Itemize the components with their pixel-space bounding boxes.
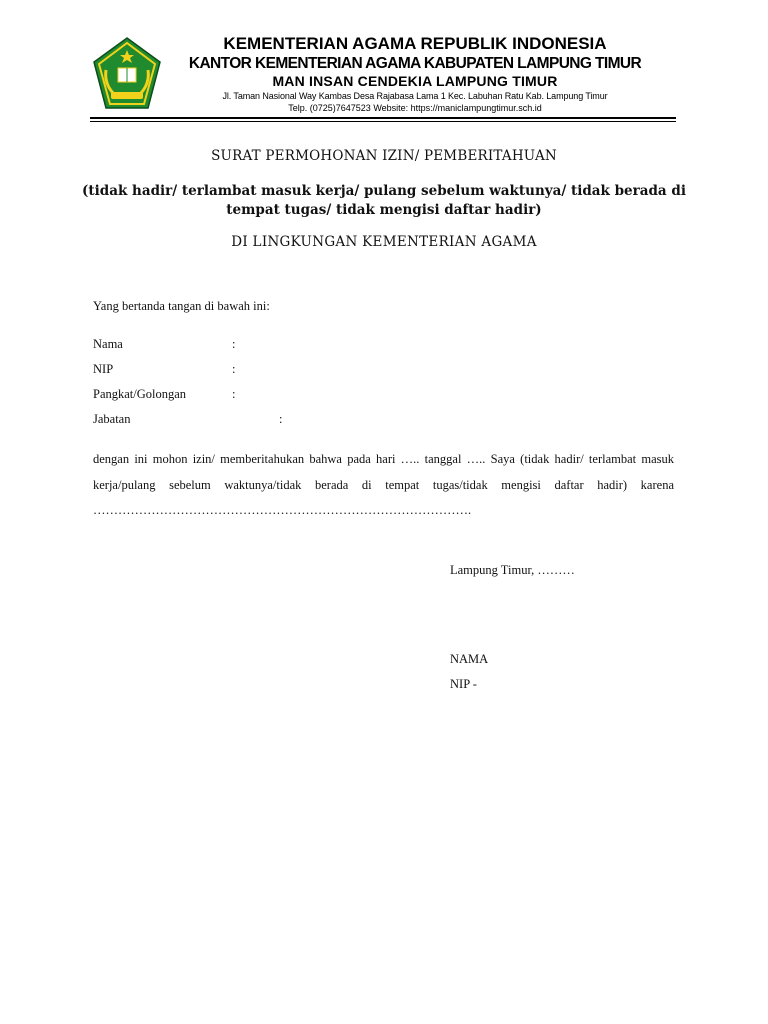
field-label-nip: NIP [93, 362, 114, 376]
header-school: MAN INSAN CENDEKIA LAMPUNG TIMUR [272, 73, 558, 89]
field-colon-nip: : [232, 362, 236, 376]
signature-place-date: Lampung Timur, ……… [450, 563, 575, 577]
field-colon-jabatan: : [279, 412, 283, 426]
field-colon-pangkat: : [232, 387, 236, 401]
document-subtitle: (tidak hadir/ terlambat masuk kerja/ pulang sebelum waktunya/ tidak berada di tempat tugas/ tidak mengisi daftar hadir) [82, 183, 686, 218]
kemenag-logo [92, 36, 162, 112]
signature-nip: NIP - [450, 677, 477, 691]
signature-name: NAMA [450, 652, 489, 666]
body-paragraph: dengan ini mohon izin/ memberitahukan bahwa pada hari ….. tanggal ….. Saya (tidak hadir/ terlambat masuk kerja/pulang sebelum waktunya/tidak berada di tempat tugas/tidak mengisi daftar hadir) karena ………………………………………………………………………………. [93, 452, 674, 517]
intro-text: Yang bertanda tangan di bawah ini: [93, 299, 270, 313]
field-label-nama: Nama [93, 337, 123, 351]
header-address: Jl. Taman Nasional Way Kambas Desa Rajabasa Lama 1 Kec. Labuhan Ratu Kab. Lampung Timur [222, 91, 608, 101]
document-scope: DI LINGKUNGAN KEMENTERIAN AGAMA [231, 234, 537, 250]
field-colon-nama: : [232, 337, 236, 351]
header-ministry: KEMENTERIAN AGAMA REPUBLIK INDONESIA [223, 34, 607, 53]
header-rule-thin [90, 121, 676, 122]
header-rule-thick [90, 117, 676, 119]
field-label-pangkat: Pangkat/Golongan [93, 387, 187, 401]
field-label-jabatan: Jabatan [93, 412, 131, 426]
header-office: KANTOR KEMENTERIAN AGAMA KABUPATEN LAMPUNG TIMUR [188, 55, 642, 72]
header-contact: Telp. (0725)7647523 Website: https://maniclampungtimur.sch.id [288, 103, 542, 113]
document-title: SURAT PERMOHONAN IZIN/ PEMBERITAHUAN [211, 148, 557, 164]
